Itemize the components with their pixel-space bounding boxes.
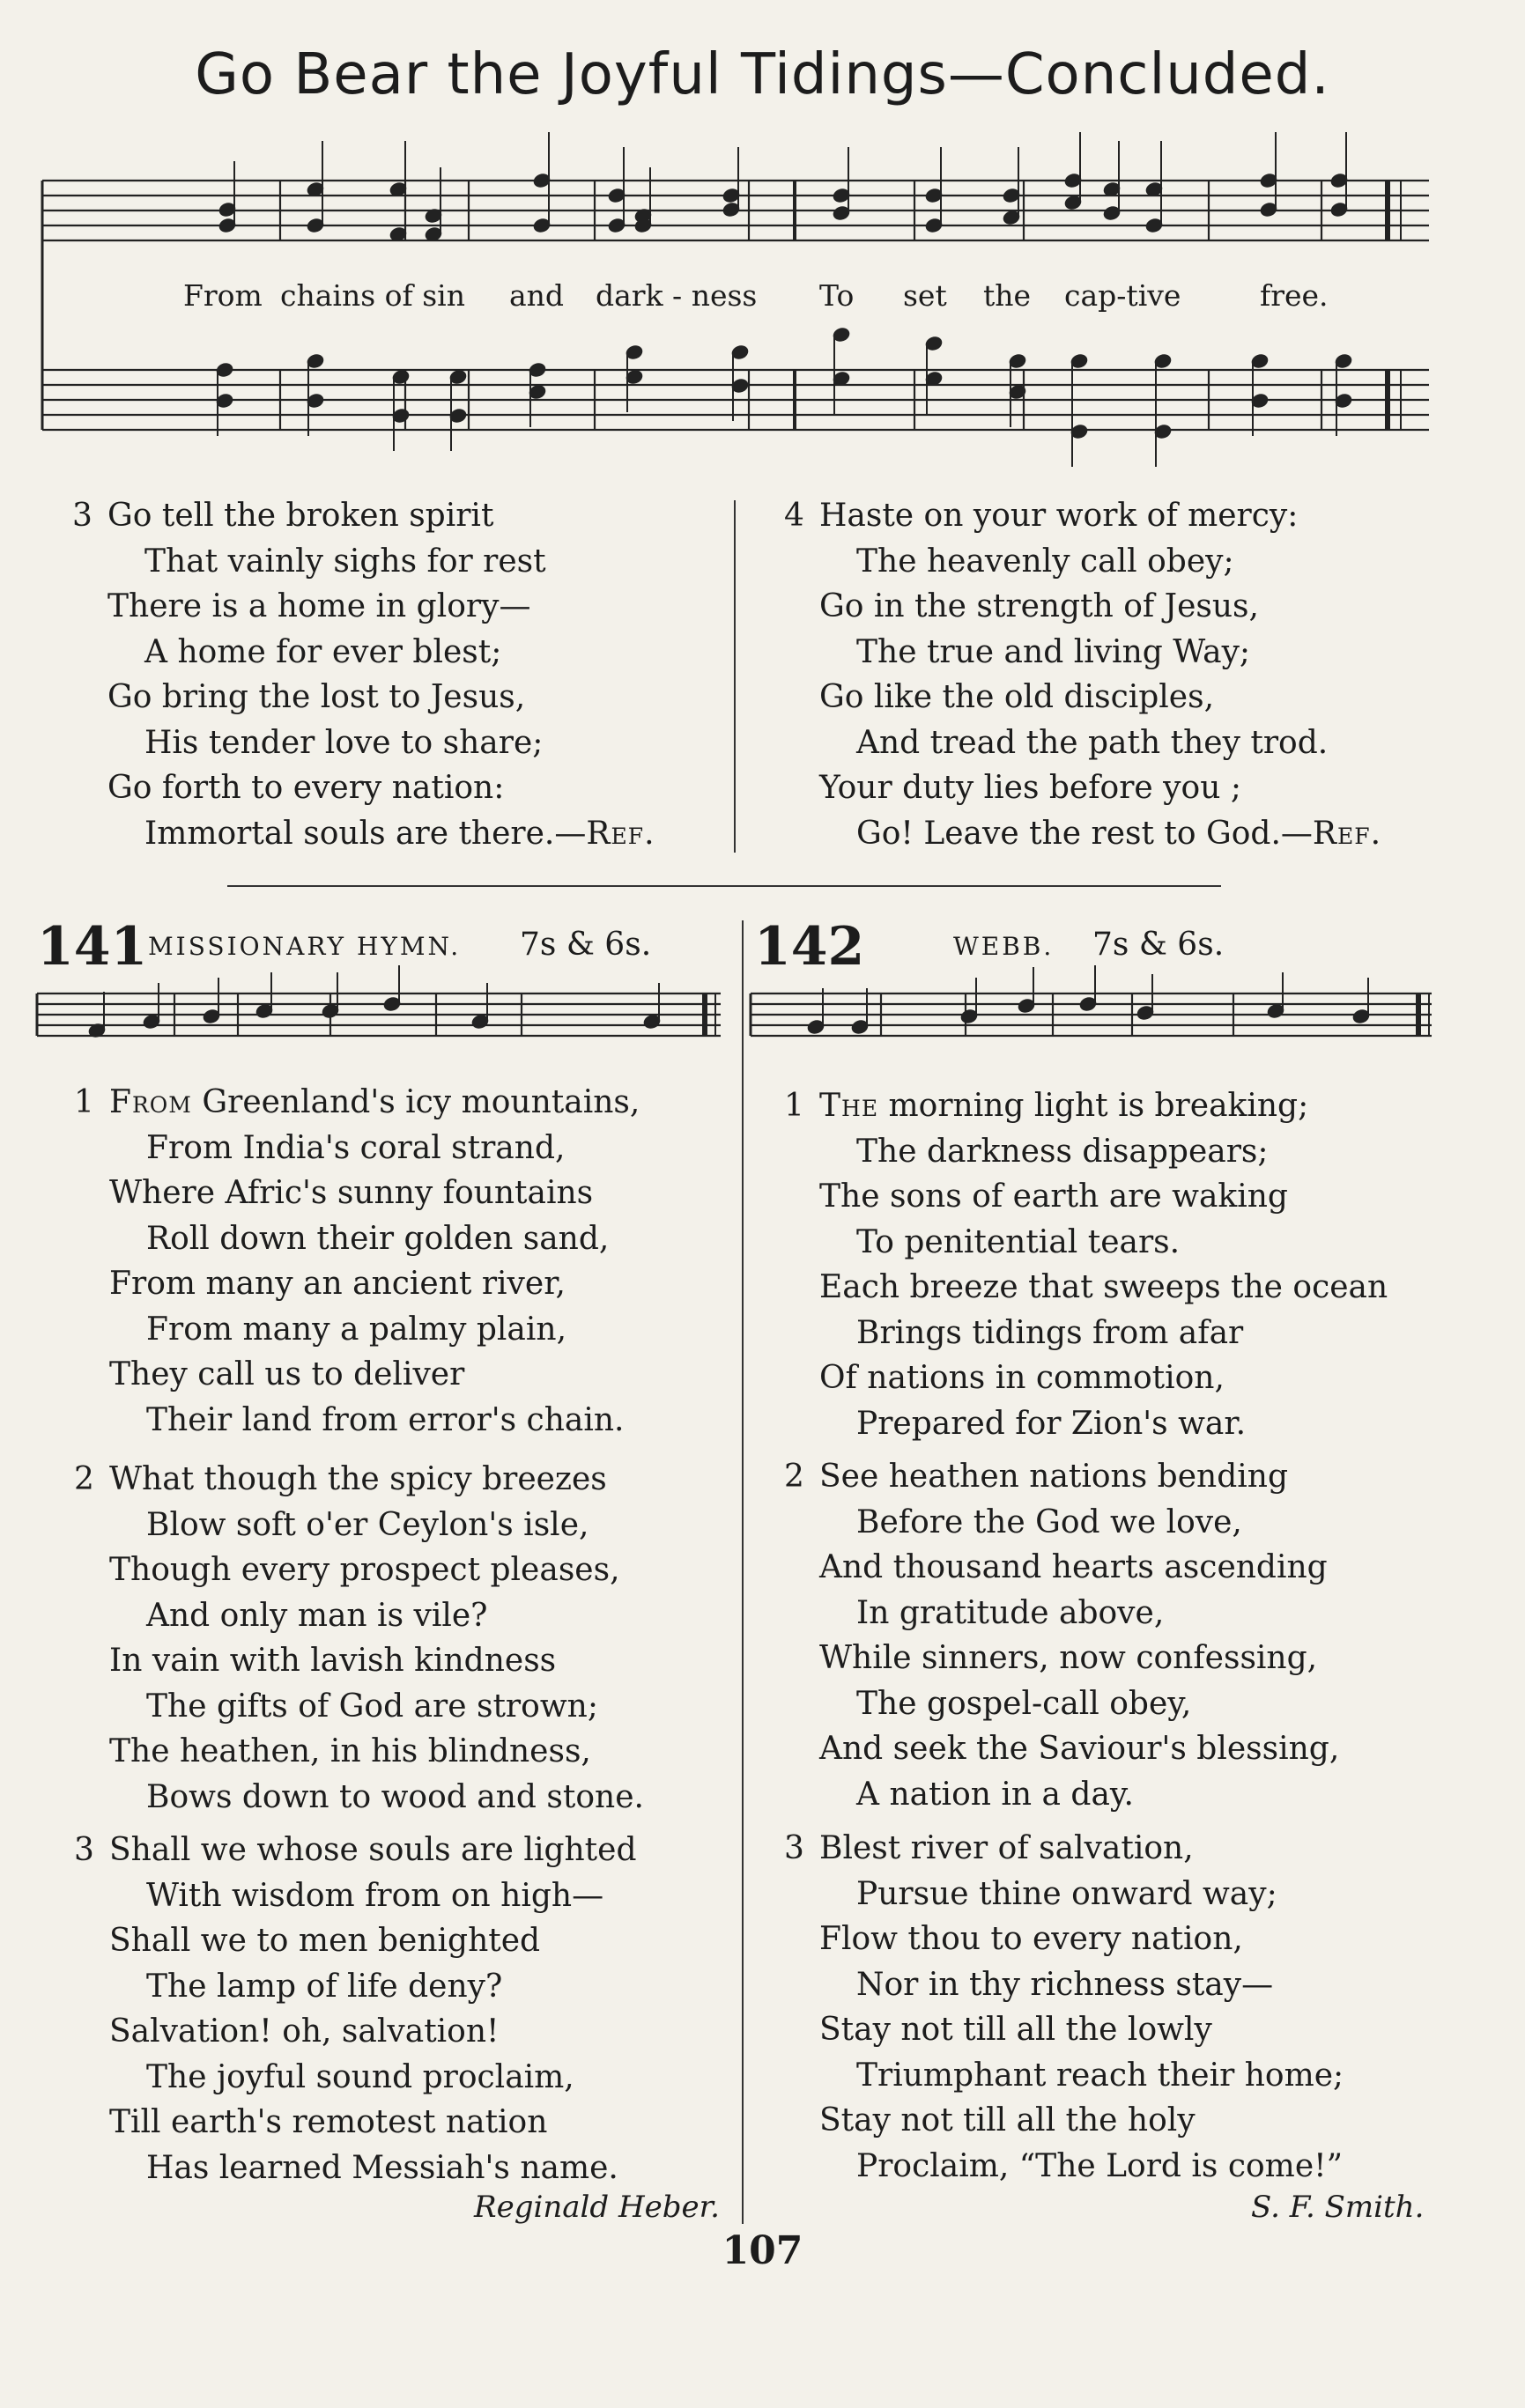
lyric-word: set — [903, 278, 947, 313]
verse-line: While sinners, now confessing, — [819, 1640, 1318, 1676]
verse-line: Blest river of salvation, — [819, 1830, 1194, 1866]
verse-line: To penitential tears. — [856, 1223, 1181, 1260]
verse-3-top — [72, 493, 655, 856]
verse-line: Immortal souls are there.— — [144, 815, 587, 852]
verse-line: The gospel-call obey, — [856, 1685, 1192, 1722]
verse-line: Each breeze that sweeps the ocean — [819, 1269, 1388, 1305]
verse-line: With wisdom from on high— — [146, 1877, 604, 1914]
column-divider — [734, 500, 736, 853]
verse-line: In gratitude above, — [856, 1594, 1165, 1631]
lyric-word: the — [983, 278, 1032, 313]
verse-line: Salvation! oh, salvation! — [109, 2013, 500, 2050]
verse-number: 2 — [784, 1459, 804, 1495]
verse-line: And thousand hearts ascending — [819, 1549, 1328, 1585]
verse — [74, 1828, 637, 2190]
verse-first-word: The — [819, 1088, 879, 1124]
verse-line: Triumphant reach their home; — [856, 2057, 1344, 2094]
verse-line: Roll down their golden sand, — [146, 1220, 610, 1257]
verse-line: The sons of earth are waking — [819, 1178, 1288, 1215]
verse-line: Blow soft o'er Ceylon's isle, — [146, 1506, 589, 1543]
verse-line: Go forth to every nation: — [107, 770, 505, 806]
lyric-word: chains of sin — [280, 278, 465, 313]
lyric-word: and — [509, 278, 565, 313]
verse-number: 2 — [74, 1461, 94, 1497]
lyric-word: free. — [1260, 278, 1329, 313]
verse-line: The heathen, in his blindness, — [109, 1733, 591, 1769]
verse — [784, 1454, 1339, 1817]
verse-line: Go like the old disciples, — [819, 679, 1215, 715]
verse-line: That vainly sighs for rest — [144, 543, 546, 580]
verse-line: See heathen nations bending — [819, 1459, 1288, 1495]
verse-line: Go bring the lost to Jesus, — [107, 679, 526, 715]
verse-line: Where Afric's sunny fountains — [109, 1175, 594, 1211]
verse-line: Nor in thy richness stay— — [856, 1966, 1274, 2003]
verse — [784, 1826, 1344, 2189]
verse-number: 1 — [784, 1088, 804, 1124]
lyric-word: dark - ness — [596, 278, 758, 313]
verse-line: Has learned Messiah's name. — [146, 2149, 618, 2186]
verse-line: morning light is breaking; — [878, 1088, 1309, 1124]
verse-line: Flow thou to every nation, — [819, 1921, 1243, 1957]
verse — [784, 1083, 1388, 1446]
verse-line: Go! Leave the rest to God.— — [856, 815, 1313, 852]
verse-line: Proclaim, “The Lord is come!” — [856, 2147, 1343, 2184]
verse-line: The darkness disappears; — [856, 1133, 1269, 1170]
verse-line: His tender love to share; — [144, 724, 544, 761]
verse-line: And tread the path they trod. — [856, 724, 1329, 761]
verse-number: 1 — [74, 1084, 94, 1120]
verse-line: Till earth's remotest nation — [109, 2104, 548, 2140]
lyric-word: From — [183, 278, 263, 313]
verse-line: Pursue thine onward way; — [856, 1875, 1277, 1912]
hymn-meter: 7s & 6s. — [1092, 927, 1225, 963]
hymn-author: Reginald Heber. — [474, 2190, 720, 2225]
verse-line: The gifts of God are strown; — [146, 1688, 598, 1725]
verse-number: 3 — [784, 1830, 804, 1866]
verse-line: From India's coral strand, — [146, 1129, 566, 1166]
hymn-number: 141 — [37, 916, 148, 978]
section-divider — [227, 885, 1221, 887]
verse-line: Greenland's icy mountains, — [191, 1084, 640, 1120]
verse-line: In vain with lavish kindness — [109, 1643, 557, 1679]
verse-line: They call us to deliver — [109, 1356, 465, 1392]
verse-line: Bows down to wood and stone. — [146, 1778, 644, 1815]
verse-line: Prepared for Zion's war. — [856, 1405, 1247, 1442]
verse-line: Shall we to men benighted — [109, 1923, 541, 1959]
verse-line: Go tell the broken spirit — [107, 498, 494, 534]
verse-line: A home for ever blest; — [144, 633, 502, 670]
verse-line: Haste on your work of mercy: — [819, 498, 1299, 534]
verse-line: A nation in a day. — [856, 1776, 1134, 1813]
verse-line: Shall we whose souls are lighted — [109, 1832, 637, 1868]
verse-number: 3 — [74, 1832, 94, 1868]
page-number: 107 — [722, 2228, 803, 2273]
hymn-tune-name: MISSIONARY HYMN. — [148, 932, 462, 961]
verse-line: The joyful sound proclaim, — [146, 2058, 574, 2095]
verse-line: Your duty lies before you ; — [819, 770, 1241, 806]
verse-line: Brings tidings from afar — [856, 1314, 1244, 1351]
hymn-meter: 7s & 6s. — [520, 927, 652, 963]
refrain-marker: Ref. — [586, 815, 655, 852]
verse — [74, 1080, 640, 1443]
hymn-tune-name: WEBB. — [953, 932, 1055, 961]
verse-line: The heavenly call obey; — [856, 543, 1234, 580]
verse-line: Their land from error's chain. — [146, 1401, 625, 1438]
verse-line: Before the God we love, — [856, 1503, 1242, 1540]
verse-line: Though every prospect pleases, — [109, 1552, 620, 1588]
verse-line: What though the spicy breezes — [109, 1461, 607, 1497]
verse-number: 4 — [784, 498, 804, 534]
verse-line: Stay not till all the lowly — [819, 2012, 1212, 2048]
verse-4-top — [784, 493, 1381, 856]
lyric-word: cap-tive — [1064, 278, 1181, 313]
verse-first-word: From — [109, 1084, 192, 1120]
verse-line: And seek the Saviour's blessing, — [819, 1731, 1340, 1767]
page-title: Go Bear the Joyful Tidings—Concluded. — [195, 42, 1330, 107]
verse-line: Of nations in commotion, — [819, 1360, 1225, 1396]
verse-line: From many a palmy plain, — [146, 1311, 567, 1348]
verse-line: The lamp of life deny? — [146, 1968, 503, 2005]
verse-line: The true and living Way; — [856, 633, 1251, 670]
hymn-number: 142 — [754, 916, 865, 978]
verse-line: Stay not till all the holy — [819, 2102, 1196, 2138]
refrain-marker: Ref. — [1312, 815, 1382, 852]
verse — [74, 1457, 644, 1820]
verse-line: From many an ancient river, — [109, 1266, 566, 1302]
hymn-author: S. F. Smith. — [1251, 2190, 1425, 2225]
lyric-word: To — [819, 278, 855, 313]
verse-line: There is a home in glory— — [107, 588, 531, 624]
column-divider — [742, 920, 744, 2224]
verse-line: And only man is vile? — [146, 1597, 488, 1634]
verse-line: Go in the strength of Jesus, — [819, 588, 1259, 624]
verse-number: 3 — [72, 498, 93, 534]
